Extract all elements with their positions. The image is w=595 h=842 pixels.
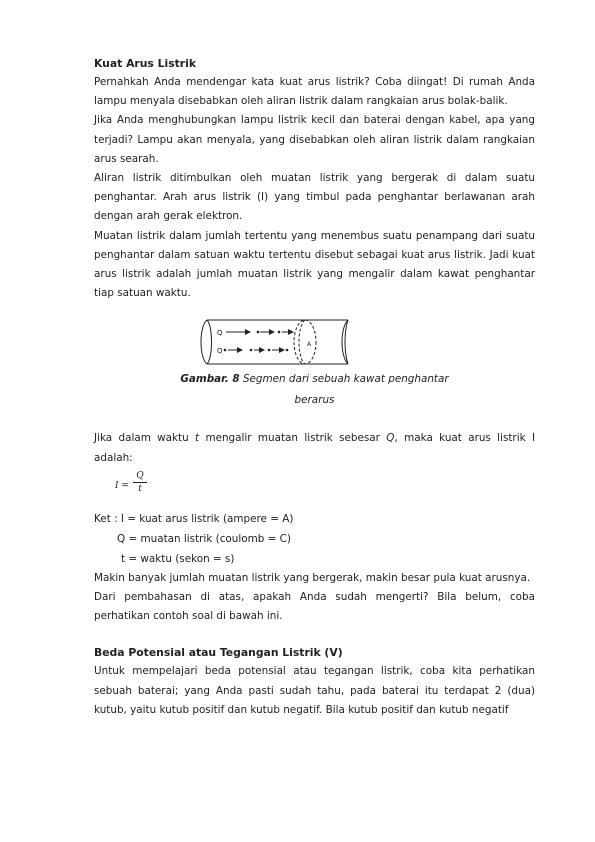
legend-line: Ket : I = kuat arus listrik (ampere = A) — [94, 512, 294, 525]
paragraph: Jika Anda menghubungkan lampu listrik kecil dan baterai dengan kabel, apa yang terjadi? Lampu akan menyala, yang disebabkan oleh aliran listrik dalam rangkaian arus searah. — [94, 114, 535, 165]
formula-numerator: Q — [136, 470, 144, 481]
paragraph: Untuk mempelajari beda potensial atau tegangan listrik, coba kita perhatikan sebuah baterai; yang Anda pasti sudah tahu, pada baterai itu terdapat 2 (dua) kutub, yaitu kutub positif dan kutub negatif. Bila kutub positif dan kutub negatif — [94, 665, 535, 716]
legend-block — [94, 509, 535, 569]
paragraph: Aliran listrik ditimbulkan oleh muatan listrik yang bergerak di dalam suatu penghantar. Arah arus listrik (I) yang timbul pada penghantar berlawanan arah dengan arah gerak elektron. — [94, 172, 535, 223]
label-q-upper: Q — [217, 329, 223, 338]
figure-wire-segment — [94, 316, 535, 411]
legend-line: Q = muatan listrik (coulomb = C) — [117, 532, 291, 545]
formula-fraction — [133, 471, 147, 494]
current-formula — [115, 469, 535, 509]
label-area: A — [307, 341, 312, 349]
figure-caption — [94, 369, 535, 411]
section-heading-kuat-arus: Kuat Arus Listrik — [94, 57, 196, 70]
caption-line1: Segmen dari sebuah kawat penghantar — [242, 373, 449, 386]
caption-line2: berarus — [294, 394, 335, 407]
formula-intro: Jika dalam waktu t mengalir muatan listrik sebesar Q, maka kuat arus listrik I adalah: — [94, 432, 536, 464]
document-page — [94, 54, 535, 720]
legend-line: t = waktu (sekon = s) — [121, 552, 235, 565]
paragraph: Muatan listrik dalam jumlah tertentu yang menembus suatu penampang dari suatu penghantar dalam satuan waktu tertentu disebut sebagai kuat arus listrik. Jadi kuat arus listrik adalah jumlah muatan listrik yang mengalir dalam kawat penghantar tiap satuan waktu. — [94, 229, 535, 300]
paragraph: Dari pembahasan di atas, apakah Anda sudah mengerti? Bila belum, coba perhatikan contoh soal di bawah ini. — [94, 591, 535, 623]
formula-denominator: t — [138, 483, 142, 494]
paragraph: Makin banyak jumlah muatan listrik yang bergerak, makin besar pula kuat arusnya. — [94, 571, 531, 584]
label-q-lower: Q — [217, 347, 223, 356]
formula-lhs: I = — [115, 480, 129, 491]
section-heading-beda-potensial: Beda Potensial atau Tegangan Listrik (V) — [94, 646, 343, 660]
paragraph: Pernahkah Anda mendengar kata kuat arus listrik? Coba diingat! Di rumah Anda lampu menyala disebabkan oleh aliran listrik dalam rangkaian arus bolak-balik. — [94, 76, 535, 108]
wire-segment-illustration — [198, 316, 354, 368]
caption-label: Gambar. 8 — [180, 373, 240, 386]
